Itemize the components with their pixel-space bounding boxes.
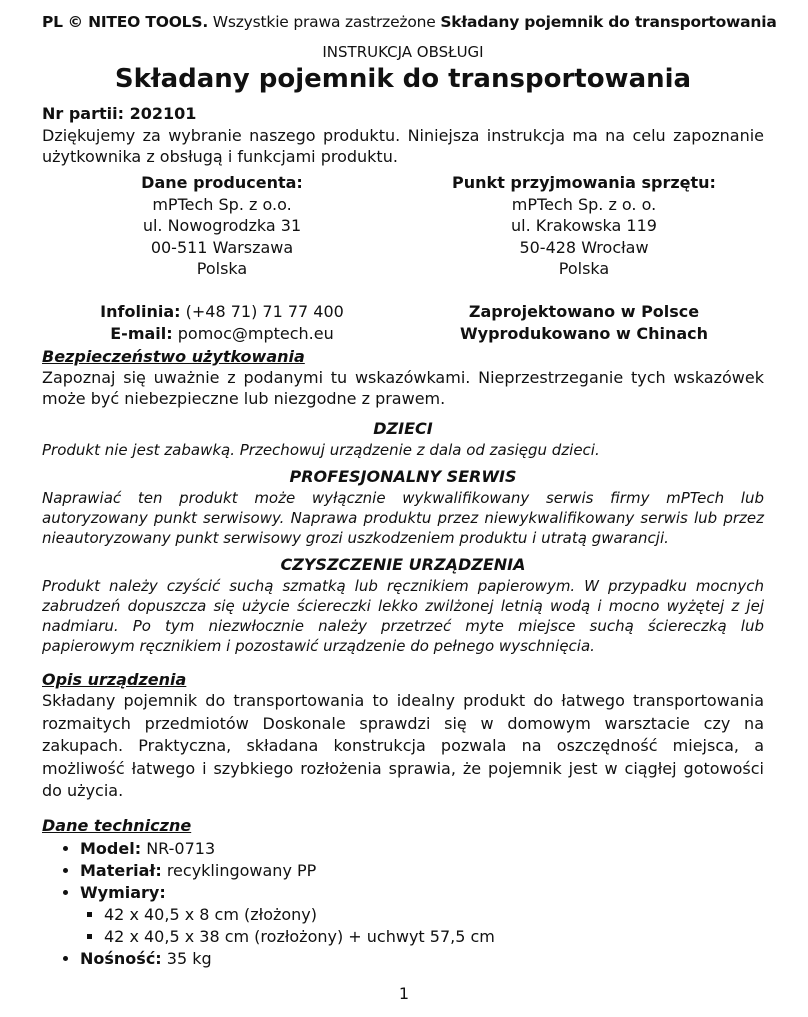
collection-name: mPTech Sp. z o. o. [511,194,657,214]
collection-city: 50-428 Wrocław [519,237,649,257]
producer-city: 00-511 Warszawa [150,237,294,257]
collection-heading: Punkt przyjmowania sprzętu: [452,173,716,192]
producer-country: Polska [196,259,248,278]
email-label: E-mail: [110,323,173,343]
children-text: Produkt nie jest zabawką. Przechowuj urządzenie z dala od zasięgu dzieci. [42,441,600,459]
spec-material-value: recyklingowany PP [166,860,317,880]
collection-country: Polska [558,259,610,278]
service-text: Naprawiać ten produkt może wyłącznie wykwalifikowany serwis firmy mPTech lub autoryzowany punkt serwisowy. Naprawa produktu przez niewykwalifikowany serwis lub przez nieautoryzowany punkt serwisowy grozi uszkodzeniem produktu i utratą gwarancji. [42,489,764,547]
spec-dim-folded: ▪ 42 x 40,5 x 8 cm (złożony) [104,904,764,926]
collection-street: ul. Krakowska 119 [511,216,657,235]
made-in: Wyprodukowano w Chinach [459,323,709,343]
spec-load-label: Nośność: [80,948,162,968]
description-text: Składany pojemnik do transportowania to idealny produkt do łatwego transportowania rozmaitych przedmiotów Doskonale sprawdzi się w domowym warsztacie czy na zakupach. Praktyczna, składana konstrukcja pozwala na oszczędność miejsca, a możliwość łatwego i szybkiego rozłożenia sprawia, że pojemnik jest w ciągłej gotowości do użycia. [42,691,764,800]
contact-columns [42,172,764,344]
intro-text: Dziękujemy za wybranie naszego produktu. Niniejsza instrukcja ma na celu zapoznanie użytkownika z obsługą i funkcjami produktu. [42,126,764,166]
producer-heading: Dane producenta: [141,173,303,192]
specs-heading: Dane techniczne [42,815,192,835]
producer-info [42,172,402,344]
spec-model [80,838,764,860]
safety-heading: Bezpieczeństwo użytkowania [42,347,305,366]
spec-load-value: 35 kg [166,948,212,968]
cleaning-heading: CZYSZCZENIE URZĄDZENIA [280,555,526,574]
spec-model-label: Model: [80,838,142,858]
hotline-number: (+48 71) 71 77 400 [185,302,344,321]
service-heading: PROFESJONALNY SERWIS [289,467,517,486]
batch-number: Nr partii: 202101 [42,104,197,123]
producer-name: mPTech Sp. z o.o. [152,194,292,214]
header-product: Składany pojemnik do transportowania [440,13,777,31]
spec-dimensions-label: Wymiary: [80,882,166,902]
running-header [42,10,777,34]
cleaning-text: Produkt należy czyścić suchą szmatką lub ręcznikiem papierowym. W przypadku mocnych zabrudzeń dopuszcza się użycie ściereczki lekko zwilżonej letnią wodą i mocno wyżętej z jej nadmiaru. Po tym niezwłocznie należy przetrzeć myte miejsce suchą ściereczką lub papierowym ręcznikiem i pozostawić urządzenie do pełnego wyschnięcia. [42,577,764,655]
document-page [42,10,777,970]
page-number: 1 [398,984,410,1003]
header-rights: Wszystkie prawa zastrzeżone [212,13,436,31]
specs-list [42,838,764,970]
children-heading: DZIECI [373,419,433,438]
safety-text: Zapoznaj się uważnie z podanymi tu wskazówkami. Nieprzestrzeganie tych wskazówek może być niebezpieczne lub niezgodne z prawem. [42,368,764,408]
email [42,323,402,345]
document-title: Składany pojemnik do transportowania [114,64,692,94]
designed-in: Zaprojektowano w Polsce [468,302,700,321]
spec-dimensions [80,882,764,948]
spec-load [80,948,764,970]
hotline-label: Infolinia: [100,302,181,321]
spec-material [80,860,764,882]
hotline [42,301,402,323]
producer-street: ul. Nowogrodzka 31 [142,216,302,235]
spec-model-value: NR-0713 [146,838,216,858]
header-brand: © NITEO TOOLS. [67,13,209,31]
spec-material-label: Materiał: [80,860,162,880]
header-lang: PL [42,13,63,31]
spec-dim-unfolded: ▪ 42 x 40,5 x 38 cm (rozłożony) + uchwyt 57,5 cm [104,926,764,948]
email-address: pomoc@mptech.eu [177,323,334,343]
description-heading: Opis urządzenia [42,670,187,689]
document-subtitle: INSTRUKCJA OBSŁUGI [322,43,484,61]
collection-point-info [404,172,764,344]
